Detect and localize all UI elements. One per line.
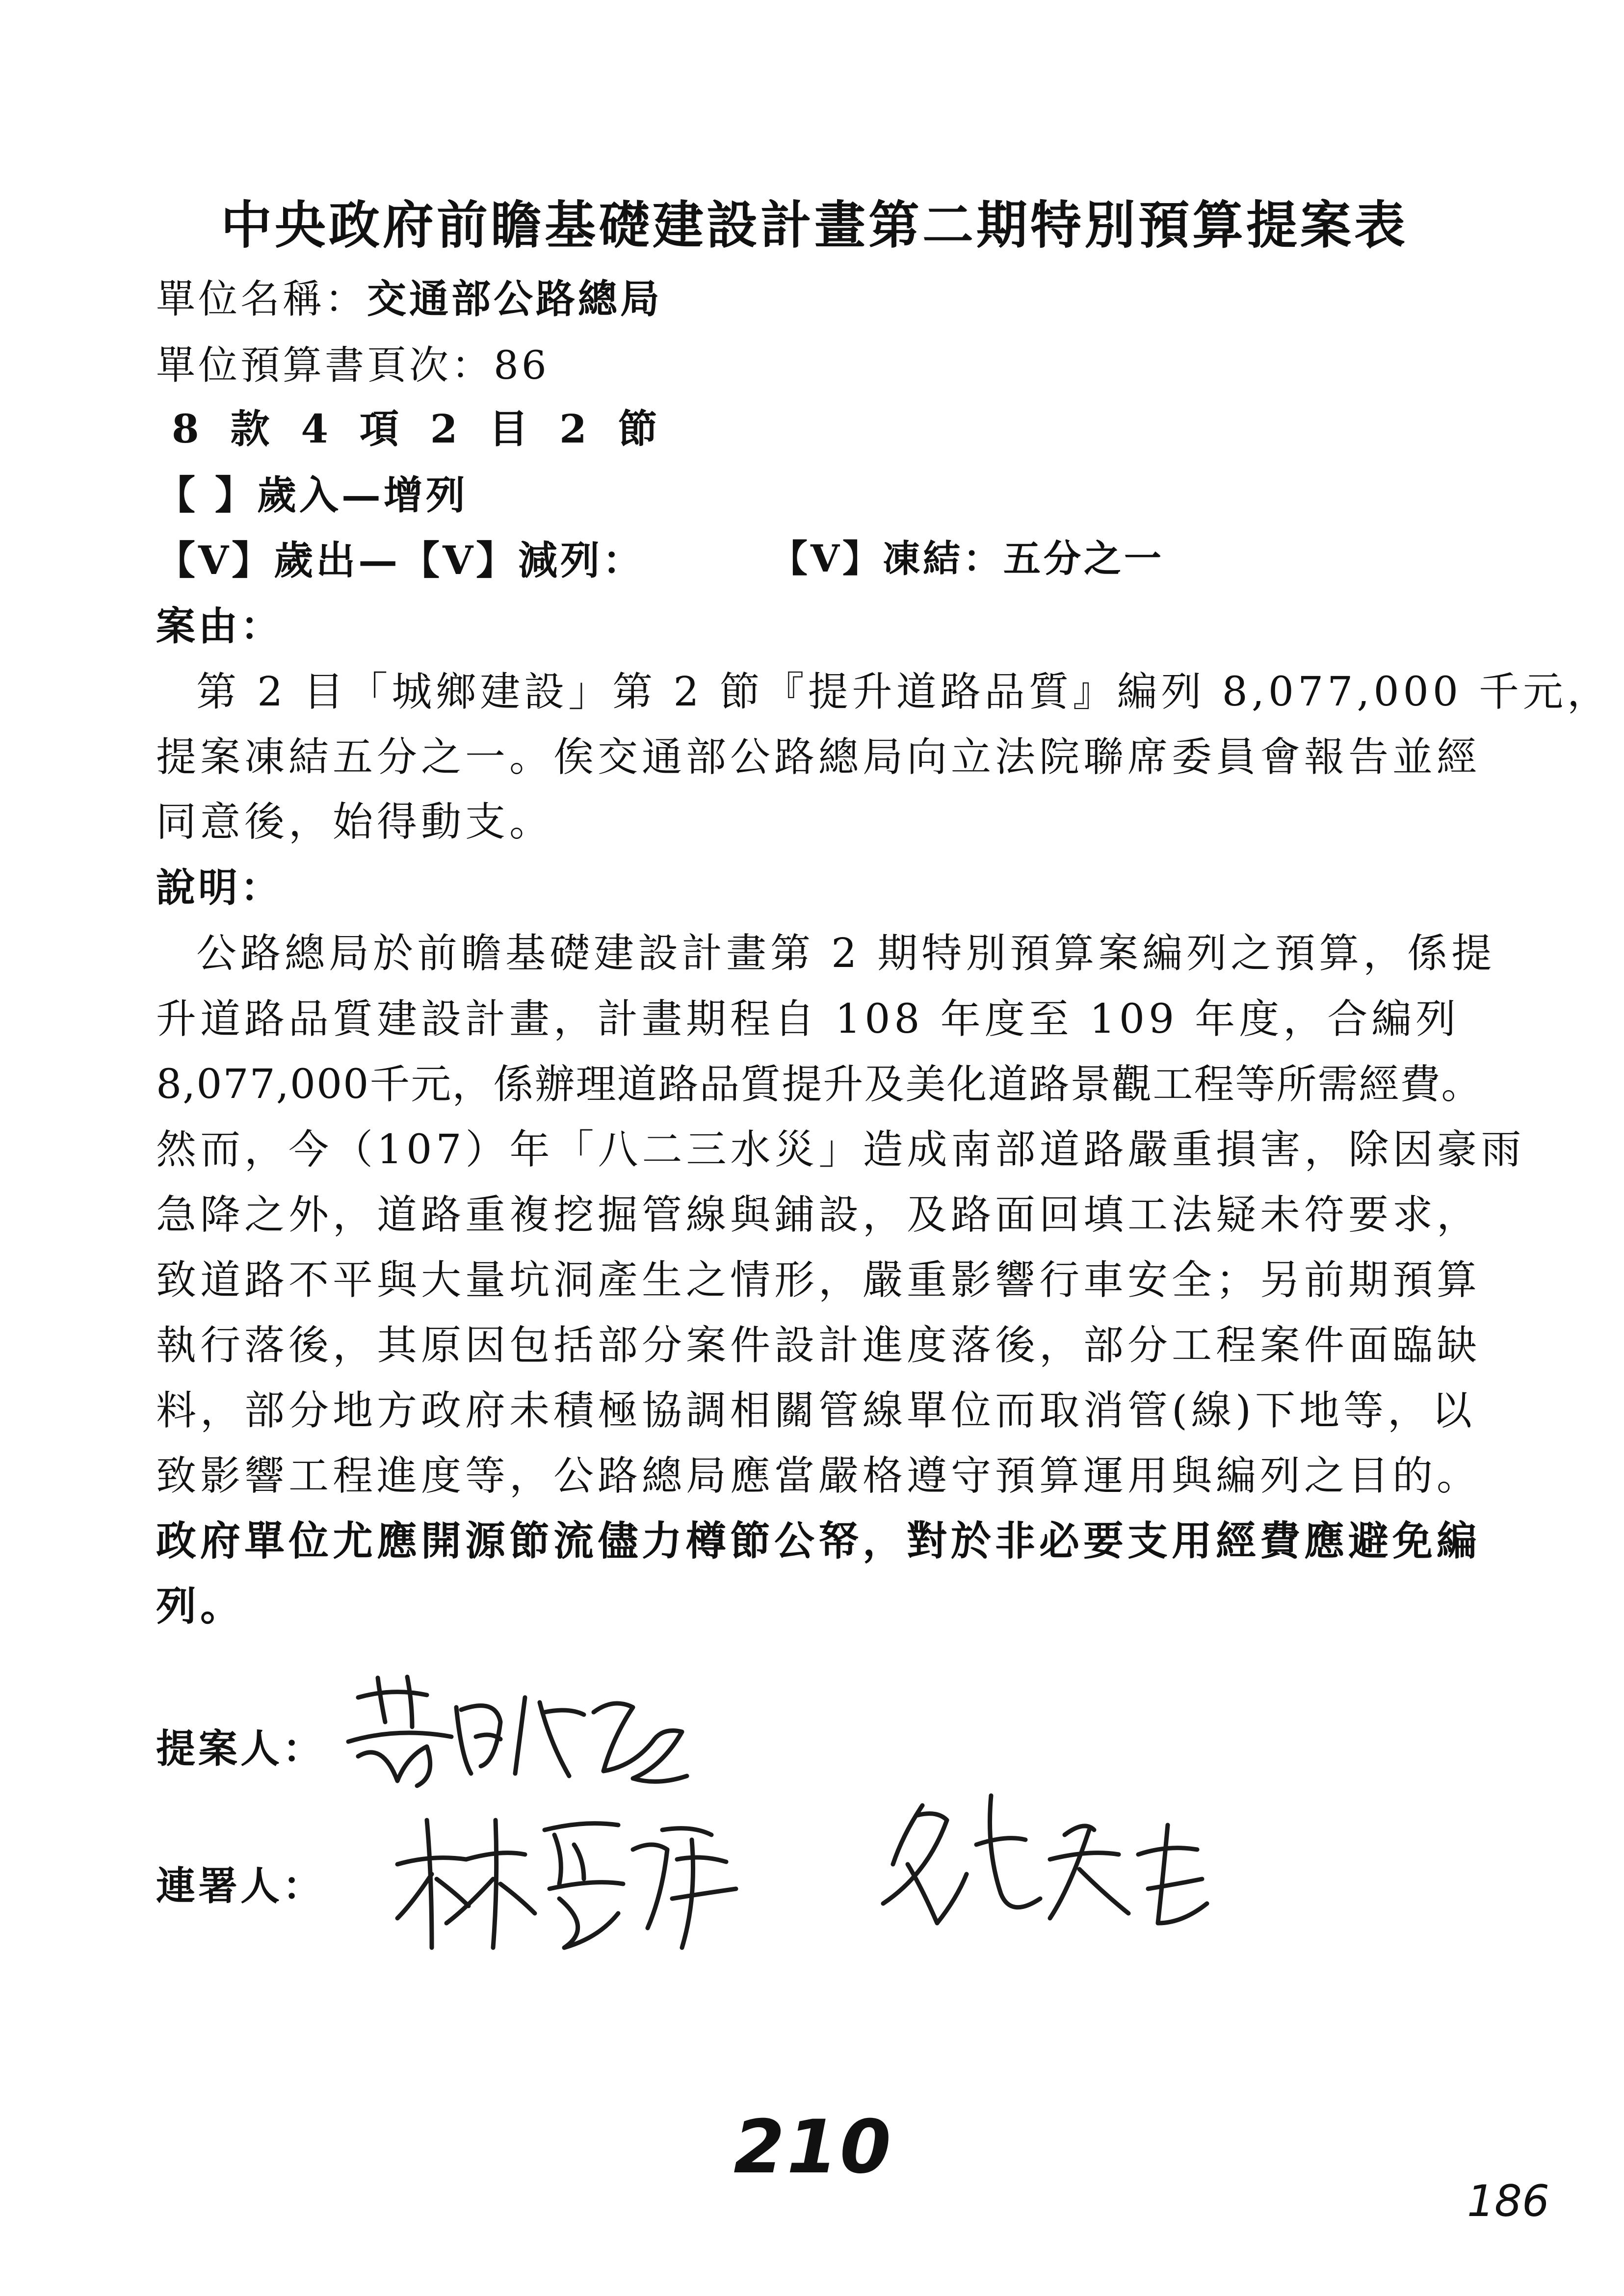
explanation-line: 致影響工程進度等，公路總局應當嚴格遵守預算運用與編列之目的。 — [156, 1453, 1481, 1499]
explanation-line: 8,077,000千元，係辦理道路品質提升及美化道路景觀工程等所需經費。 — [156, 1061, 1483, 1108]
unit-name-row — [156, 267, 662, 324]
corner-page-number: 186 — [1467, 2176, 1549, 2226]
emphasis-line: 列。 — [156, 1583, 245, 1630]
reason-line: 同意後，始得動支。 — [156, 799, 554, 845]
proposer-signature — [339, 1668, 692, 1796]
unit-name: 交通部公路總局 — [367, 276, 662, 322]
explanation-line: 執行落後，其原因包括部分案件設計進度落後，部分工程案件面臨缺 — [156, 1322, 1481, 1369]
explanation-line: 料，部分地方政府未積極協調相關管線單位而取消管(線)下地等，以 — [156, 1387, 1476, 1434]
budget-page-label: 單位預算書頁次： — [156, 342, 494, 388]
proposer-label: 提案人： — [156, 1725, 325, 1772]
reduce-label: 減列： — [518, 537, 645, 583]
unit-name-label: 單位名稱： — [156, 276, 367, 322]
revenue-row — [156, 464, 468, 520]
expenditure-checkbox: 【V】 — [156, 537, 274, 583]
budget-page-row — [156, 334, 550, 390]
emphasis-line: 政府單位尤應開源節流儘力樽節公帑，對於非必要支用經費應避免編 — [156, 1517, 1481, 1565]
revenue-label: 歲入—增列 — [257, 472, 468, 518]
handwritten-page-number: 210 — [733, 2105, 893, 2190]
budget-page: 86 — [494, 342, 550, 388]
freeze-value: 五分之一 — [1003, 537, 1164, 580]
freeze-group — [770, 529, 1164, 582]
cosigner-label: 連署人： — [156, 1863, 325, 1909]
reason-line: 第 2 目「城鄉建設」第 2 節『提升道路品質』編列 8,077,000 千元， — [196, 669, 1612, 715]
document-title: 中央政府前瞻基礎建設計畫第二期特別預算提案表 — [221, 195, 1409, 255]
cosigner-signature-1 — [388, 1800, 746, 1957]
expenditure-row — [156, 529, 645, 585]
explanation-line: 公路總局於前瞻基礎建設計畫第 2 期特別預算案編列之預算，係提 — [196, 930, 1496, 977]
section-code: 8 款 4 項 2 目 2 節 — [172, 406, 666, 452]
explanation-heading: 說明： — [156, 864, 283, 911]
freeze-label: 凍結： — [882, 537, 1003, 580]
cosigner-signature-2 — [864, 1776, 1236, 1953]
explanation-line: 致道路不平與大量坑洞產生之情形，嚴重影響行車安全；另前期預算 — [156, 1257, 1481, 1304]
explanation-line: 升道路品質建設計畫，計畫期程自 108 年度至 109 年度，合編列 — [156, 996, 1460, 1043]
explanation-line: 然而，今（107）年「八二三水災」造成南部道路嚴重損害，除因豪雨 — [156, 1126, 1525, 1173]
explanation-line: 急降之外，道路重複挖掘管線與鋪設，及路面回填工法疑未符要求， — [156, 1192, 1481, 1238]
reduce-checkbox: 【V】 — [400, 537, 519, 583]
revenue-checkbox: 【 】 — [156, 472, 257, 518]
reason-heading: 案由： — [156, 603, 283, 649]
freeze-checkbox: 【V】 — [770, 537, 883, 580]
expenditure-label: 歲出— — [274, 537, 401, 583]
reason-line: 提案凍結五分之一。俟交通部公路總局向立法院聯席委員會報告並經 — [156, 734, 1481, 781]
